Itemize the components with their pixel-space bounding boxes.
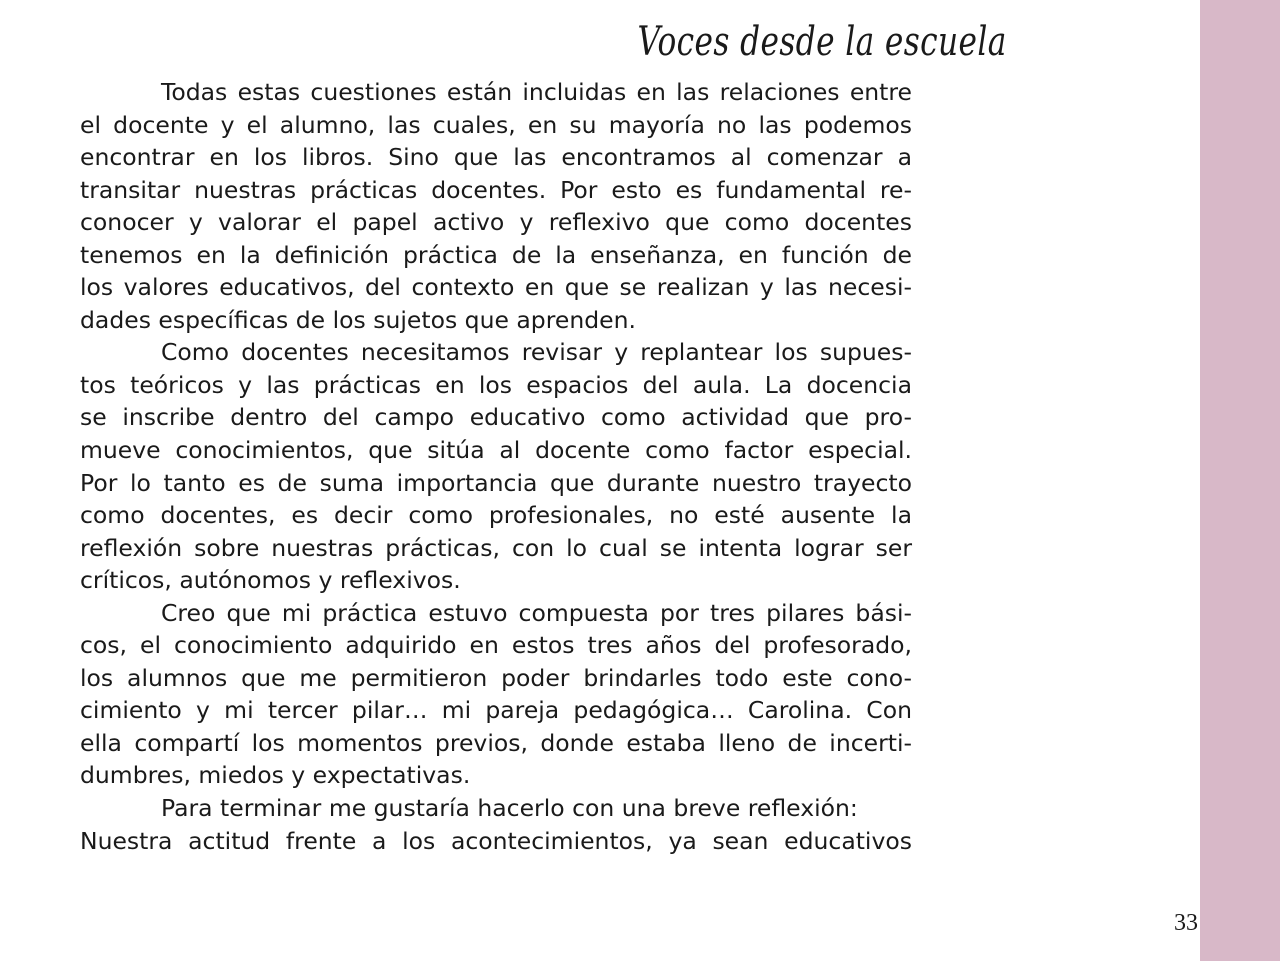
text-line: los valores educativos, del contexto en que se realizan y las necesi- bbox=[80, 273, 912, 302]
page-number: 33 bbox=[1174, 910, 1198, 936]
text-line: críticos, autónomos y reflexivos. bbox=[80, 566, 461, 595]
text-line: mueve conocimientos, que sitúa al docente como factor especial. bbox=[80, 436, 912, 465]
text-line: tos teóricos y las prácticas en los espacios del aula. La docencia bbox=[80, 370, 912, 399]
running-header-title: Voces desde la escuela bbox=[637, 19, 1007, 65]
text-line: dumbres, miedos y expectativas. bbox=[80, 761, 471, 790]
text-line: los alumnos que me permitieron poder brindarles todo este cono- bbox=[80, 663, 912, 692]
text-line: Para terminar me gustaría hacerlo con una breve reflexión: bbox=[161, 794, 858, 823]
text-line: Nuestra actitud frente a los acontecimientos, ya sean educativos bbox=[80, 826, 912, 855]
text-line: Por lo tanto es de suma importancia que durante nuestro trayecto bbox=[80, 468, 912, 497]
text-line: como docentes, es decir como profesionales, no esté ausente la bbox=[80, 501, 912, 530]
text-line: ella compartí los momentos previos, donde estaba lleno de incerti- bbox=[80, 728, 912, 757]
text-line: Todas estas cuestiones están incluidas en las relaciones entre bbox=[161, 78, 912, 106]
text-line: transitar nuestras prácticas docentes. Por esto es fundamental re- bbox=[80, 175, 912, 204]
text-line: el docente y el alumno, las cuales, en su mayoría no las podemos bbox=[80, 110, 912, 139]
text-line: conocer y valorar el papel activo y reflexivo que como docentes bbox=[80, 208, 912, 237]
text-line: se inscribe dentro del campo educativo como actividad que pro- bbox=[80, 403, 912, 432]
side-color-band bbox=[1200, 0, 1280, 961]
text-line: dades específicas de los sujetos que aprenden. bbox=[80, 305, 636, 334]
text-line: tenemos en la definición práctica de la enseñanza, en función de bbox=[80, 240, 912, 269]
text-line: cimiento y mi tercer pilar… mi pareja pedagógica… Carolina. Con bbox=[80, 696, 912, 725]
text-line: Creo que mi práctica estuvo compuesta por tres pilares bási- bbox=[161, 598, 912, 627]
text-line: reflexión sobre nuestras prácticas, con lo cual se intenta lograr ser bbox=[80, 533, 912, 562]
body-text bbox=[80, 76, 912, 857]
text-line: Como docentes necesitamos revisar y replantear los supues- bbox=[161, 338, 912, 367]
text-line: encontrar en los libros. Sino que las encontramos al comenzar a bbox=[80, 143, 912, 172]
text-line: cos, el conocimiento adquirido en estos tres años del profesorado, bbox=[80, 631, 912, 660]
